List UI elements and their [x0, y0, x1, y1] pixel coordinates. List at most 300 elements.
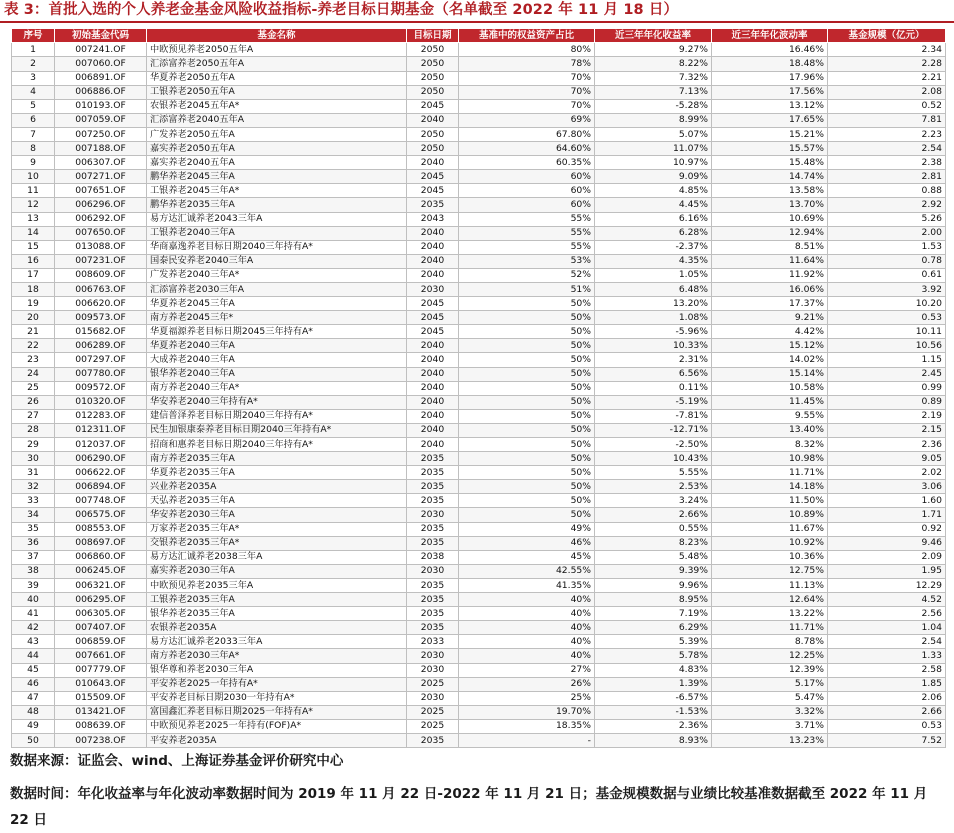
cell-return: 5.78%: [595, 649, 712, 663]
cell-index: 19: [12, 297, 55, 311]
cell-fund-name: 中欧预见养老2025一年持有(FOF)A*: [147, 719, 407, 733]
cell-fund-size: 2.66: [828, 705, 946, 719]
table-row: [12, 240, 946, 254]
cell-equity-ratio: 50%: [459, 381, 595, 395]
cell-target-date: 2030: [407, 282, 459, 296]
cell-target-date: 2045: [407, 311, 459, 325]
cell-fund-name: 华夏养老2035三年A: [147, 466, 407, 480]
table-row: [12, 367, 946, 381]
cell-fund-name: 兴业养老2035A: [147, 480, 407, 494]
table-row: [12, 494, 946, 508]
cell-fund-size: 0.99: [828, 381, 946, 395]
cell-equity-ratio: 50%: [459, 311, 595, 325]
table-row: [12, 184, 946, 198]
cell-fund-code: 006894.OF: [55, 480, 147, 494]
cell-fund-size: 1.33: [828, 649, 946, 663]
cell-fund-name: 民生加银康泰养老目标日期2040三年持有A*: [147, 423, 407, 437]
cell-fund-name: 银华尊和养老2030三年A: [147, 663, 407, 677]
cell-equity-ratio: 50%: [459, 395, 595, 409]
cell-fund-name: 汇添富养老2050五年A: [147, 57, 407, 71]
cell-fund-size: 2.09: [828, 550, 946, 564]
cell-fund-name: 天弘养老2035三年A: [147, 494, 407, 508]
table-row: [12, 268, 946, 282]
cell-volatility: 13.40%: [712, 423, 828, 437]
cell-return: 2.53%: [595, 480, 712, 494]
cell-index: 27: [12, 409, 55, 423]
cell-fund-size: 2.21: [828, 71, 946, 85]
cell-fund-name: 南方养老2035三年A: [147, 452, 407, 466]
table-row: [12, 311, 946, 325]
cell-target-date: 2035: [407, 466, 459, 480]
cell-return: 8.99%: [595, 113, 712, 127]
cell-target-date: 2035: [407, 452, 459, 466]
cell-fund-size: 1.71: [828, 508, 946, 522]
cell-volatility: 11.67%: [712, 522, 828, 536]
cell-fund-name: 南方养老2030三年A*: [147, 649, 407, 663]
header-equity-ratio: 基准中的权益资产占比: [459, 29, 595, 43]
cell-target-date: 2030: [407, 508, 459, 522]
cell-volatility: 11.71%: [712, 621, 828, 635]
cell-fund-code: 008639.OF: [55, 719, 147, 733]
cell-fund-code: 007231.OF: [55, 254, 147, 268]
cell-target-date: 2035: [407, 607, 459, 621]
cell-target-date: 2045: [407, 297, 459, 311]
cell-return: 10.43%: [595, 452, 712, 466]
cell-fund-size: 0.53: [828, 311, 946, 325]
cell-return: 9.96%: [595, 578, 712, 592]
table-row: [12, 438, 946, 452]
cell-target-date: 2045: [407, 184, 459, 198]
cell-fund-code: 006289.OF: [55, 339, 147, 353]
cell-volatility: 11.50%: [712, 494, 828, 508]
cell-fund-code: 006763.OF: [55, 282, 147, 296]
cell-fund-code: 012311.OF: [55, 423, 147, 437]
cell-index: 9: [12, 156, 55, 170]
cell-fund-size: 10.11: [828, 325, 946, 339]
cell-target-date: 2035: [407, 480, 459, 494]
cell-fund-code: 007238.OF: [55, 733, 147, 747]
cell-return: 8.22%: [595, 57, 712, 71]
table-header-row: [12, 29, 946, 43]
cell-index: 32: [12, 480, 55, 494]
cell-fund-name: 华夏养老2040三年A: [147, 339, 407, 353]
cell-return: -12.71%: [595, 423, 712, 437]
cell-fund-code: 007241.OF: [55, 43, 147, 57]
cell-index: 41: [12, 607, 55, 621]
cell-fund-code: 006620.OF: [55, 297, 147, 311]
cell-fund-size: 2.06: [828, 691, 946, 705]
cell-fund-size: 2.08: [828, 85, 946, 99]
cell-fund-code: 007060.OF: [55, 57, 147, 71]
cell-volatility: 3.71%: [712, 719, 828, 733]
cell-fund-code: 006622.OF: [55, 466, 147, 480]
cell-fund-code: 008553.OF: [55, 522, 147, 536]
cell-fund-size: 2.19: [828, 409, 946, 423]
cell-fund-code: 007059.OF: [55, 113, 147, 127]
table-row: [12, 705, 946, 719]
cell-fund-name: 嘉实养老2050五年A: [147, 142, 407, 156]
cell-fund-size: 2.58: [828, 663, 946, 677]
table-row: [12, 254, 946, 268]
cell-fund-code: 006860.OF: [55, 550, 147, 564]
cell-return: 2.66%: [595, 508, 712, 522]
cell-equity-ratio: 64.60%: [459, 142, 595, 156]
cell-fund-name: 农银养老2035A: [147, 621, 407, 635]
cell-fund-size: 1.53: [828, 240, 946, 254]
cell-fund-size: 2.38: [828, 156, 946, 170]
cell-fund-size: 12.29: [828, 578, 946, 592]
cell-index: 37: [12, 550, 55, 564]
table-row: [12, 578, 946, 592]
cell-target-date: 2050: [407, 57, 459, 71]
cell-equity-ratio: 60%: [459, 184, 595, 198]
table-row: [12, 522, 946, 536]
cell-fund-code: 009573.OF: [55, 311, 147, 325]
cell-fund-size: 1.15: [828, 353, 946, 367]
table-row: [12, 57, 946, 71]
cell-target-date: 2040: [407, 438, 459, 452]
cell-target-date: 2035: [407, 198, 459, 212]
table-row: [12, 381, 946, 395]
cell-fund-name: 交银养老2035三年A*: [147, 536, 407, 550]
cell-target-date: 2045: [407, 170, 459, 184]
table-row: [12, 339, 946, 353]
cell-volatility: 10.98%: [712, 452, 828, 466]
cell-fund-size: 2.92: [828, 198, 946, 212]
cell-fund-code: 015509.OF: [55, 691, 147, 705]
cell-index: 1: [12, 43, 55, 57]
cell-equity-ratio: 25%: [459, 691, 595, 705]
cell-return: 13.20%: [595, 297, 712, 311]
table-row: [12, 142, 946, 156]
cell-equity-ratio: 50%: [459, 325, 595, 339]
cell-index: 12: [12, 198, 55, 212]
cell-return: 1.08%: [595, 311, 712, 325]
table-row: [12, 466, 946, 480]
cell-index: 49: [12, 719, 55, 733]
cell-volatility: 4.42%: [712, 325, 828, 339]
cell-volatility: 8.32%: [712, 438, 828, 452]
cell-fund-size: 2.28: [828, 57, 946, 71]
cell-volatility: 17.65%: [712, 113, 828, 127]
cell-return: -6.57%: [595, 691, 712, 705]
table-row: [12, 480, 946, 494]
cell-target-date: 2040: [407, 156, 459, 170]
cell-fund-size: 1.95: [828, 564, 946, 578]
cell-target-date: 2030: [407, 564, 459, 578]
table-row: [12, 113, 946, 127]
cell-index: 16: [12, 254, 55, 268]
cell-target-date: 2025: [407, 677, 459, 691]
table-body: [12, 43, 946, 748]
table-row: [12, 170, 946, 184]
cell-fund-code: 006305.OF: [55, 607, 147, 621]
cell-fund-code: 012037.OF: [55, 438, 147, 452]
cell-fund-name: 平安养老2025一年持有A*: [147, 677, 407, 691]
cell-fund-name: 富国鑫汇养老目标日期2025一年持有A*: [147, 705, 407, 719]
cell-return: 8.95%: [595, 593, 712, 607]
cell-index: 15: [12, 240, 55, 254]
cell-equity-ratio: 69%: [459, 113, 595, 127]
cell-fund-code: 006245.OF: [55, 564, 147, 578]
cell-fund-code: 006886.OF: [55, 85, 147, 99]
cell-fund-size: 3.92: [828, 282, 946, 296]
cell-equity-ratio: 26%: [459, 677, 595, 691]
cell-return: 1.05%: [595, 268, 712, 282]
cell-volatility: 9.55%: [712, 409, 828, 423]
cell-fund-size: 9.05: [828, 452, 946, 466]
cell-equity-ratio: 50%: [459, 452, 595, 466]
cell-fund-code: 007661.OF: [55, 649, 147, 663]
cell-return: 5.07%: [595, 127, 712, 141]
cell-volatility: 15.21%: [712, 127, 828, 141]
cell-target-date: 2033: [407, 635, 459, 649]
cell-fund-size: 3.06: [828, 480, 946, 494]
cell-fund-code: 006575.OF: [55, 508, 147, 522]
table-row: [12, 536, 946, 550]
fund-table: [11, 28, 946, 748]
cell-target-date: 2030: [407, 663, 459, 677]
table-row: [12, 43, 946, 57]
cell-target-date: 2040: [407, 409, 459, 423]
cell-fund-code: 015682.OF: [55, 325, 147, 339]
cell-fund-code: 007297.OF: [55, 353, 147, 367]
table-row: [12, 85, 946, 99]
cell-index: 44: [12, 649, 55, 663]
table-row: [12, 663, 946, 677]
data-source-note: 数据来源：证监会、wind、上海证券基金评价研究中心: [10, 753, 344, 769]
cell-volatility: 14.02%: [712, 353, 828, 367]
cell-volatility: 13.12%: [712, 99, 828, 113]
cell-return: 6.48%: [595, 282, 712, 296]
cell-return: 4.85%: [595, 184, 712, 198]
cell-index: 21: [12, 325, 55, 339]
cell-fund-code: 008697.OF: [55, 536, 147, 550]
cell-index: 43: [12, 635, 55, 649]
cell-equity-ratio: 18.35%: [459, 719, 595, 733]
cell-volatility: 14.18%: [712, 480, 828, 494]
cell-index: 14: [12, 226, 55, 240]
table-row: [12, 550, 946, 564]
cell-fund-size: 2.00: [828, 226, 946, 240]
cell-return: 7.32%: [595, 71, 712, 85]
cell-volatility: 11.45%: [712, 395, 828, 409]
cell-index: 47: [12, 691, 55, 705]
cell-volatility: 15.12%: [712, 339, 828, 353]
data-time-note: 数据时间：年化收益率与年化波动率数据时间为 2019 年 11 月 22 日-2022 年 11 月 21 日；基金规模数据与业绩比较基准数据截至 2022 年 11 月 22 日: [10, 786, 928, 828]
cell-equity-ratio: 60%: [459, 170, 595, 184]
table-row: [12, 325, 946, 339]
cell-equity-ratio: 40%: [459, 593, 595, 607]
cell-index: 40: [12, 593, 55, 607]
cell-volatility: 9.21%: [712, 311, 828, 325]
cell-volatility: 12.94%: [712, 226, 828, 240]
cell-fund-name: 汇添富养老2030三年A: [147, 282, 407, 296]
cell-target-date: 2030: [407, 649, 459, 663]
cell-return: 6.56%: [595, 367, 712, 381]
cell-return: -5.28%: [595, 99, 712, 113]
cell-fund-size: 2.23: [828, 127, 946, 141]
cell-fund-code: 009572.OF: [55, 381, 147, 395]
cell-index: 2: [12, 57, 55, 71]
cell-equity-ratio: 53%: [459, 254, 595, 268]
cell-fund-size: 2.81: [828, 170, 946, 184]
cell-volatility: 3.32%: [712, 705, 828, 719]
cell-target-date: 2025: [407, 719, 459, 733]
cell-fund-name: 华安养老2040三年持有A*: [147, 395, 407, 409]
cell-index: 24: [12, 367, 55, 381]
cell-fund-code: 007188.OF: [55, 142, 147, 156]
cell-equity-ratio: 40%: [459, 635, 595, 649]
cell-return: 2.36%: [595, 719, 712, 733]
header-index: 序号: [12, 29, 55, 43]
cell-index: 7: [12, 127, 55, 141]
cell-fund-size: 2.36: [828, 438, 946, 452]
cell-fund-size: 2.54: [828, 142, 946, 156]
cell-fund-size: 0.53: [828, 719, 946, 733]
cell-equity-ratio: 46%: [459, 536, 595, 550]
cell-index: 6: [12, 113, 55, 127]
table-row: [12, 226, 946, 240]
cell-equity-ratio: 55%: [459, 240, 595, 254]
table-title: 表 3：首批入选的个人养老金基金风险收益指标-养老目标日期基金（名单截至 2022 年 11 月 18 日）: [4, 2, 679, 18]
cell-fund-code: 010320.OF: [55, 395, 147, 409]
cell-equity-ratio: -: [459, 733, 595, 747]
cell-fund-code: 013421.OF: [55, 705, 147, 719]
table-row: [12, 99, 946, 113]
cell-volatility: 17.56%: [712, 85, 828, 99]
cell-fund-size: 2.56: [828, 607, 946, 621]
cell-volatility: 10.69%: [712, 212, 828, 226]
cell-fund-size: 0.61: [828, 268, 946, 282]
cell-equity-ratio: 67.80%: [459, 127, 595, 141]
cell-volatility: 13.23%: [712, 733, 828, 747]
header-fund-size: 基金规模（亿元）: [828, 29, 946, 43]
cell-volatility: 12.75%: [712, 564, 828, 578]
cell-fund-name: 农银养老2045五年A*: [147, 99, 407, 113]
cell-return: 9.39%: [595, 564, 712, 578]
cell-return: 4.83%: [595, 663, 712, 677]
cell-return: 5.48%: [595, 550, 712, 564]
cell-index: 45: [12, 663, 55, 677]
cell-equity-ratio: 27%: [459, 663, 595, 677]
cell-target-date: 2035: [407, 494, 459, 508]
cell-equity-ratio: 55%: [459, 226, 595, 240]
cell-fund-name: 银华养老2040三年A: [147, 367, 407, 381]
cell-return: 2.31%: [595, 353, 712, 367]
cell-volatility: 15.48%: [712, 156, 828, 170]
cell-index: 11: [12, 184, 55, 198]
cell-return: 3.24%: [595, 494, 712, 508]
cell-fund-code: 006292.OF: [55, 212, 147, 226]
cell-target-date: 2035: [407, 578, 459, 592]
cell-volatility: 11.13%: [712, 578, 828, 592]
cell-return: 0.11%: [595, 381, 712, 395]
cell-fund-name: 南方养老2045三年*: [147, 311, 407, 325]
cell-fund-name: 工银养老2050五年A: [147, 85, 407, 99]
cell-equity-ratio: 78%: [459, 57, 595, 71]
table-row: [12, 691, 946, 705]
cell-equity-ratio: 50%: [459, 438, 595, 452]
cell-fund-size: 1.04: [828, 621, 946, 635]
cell-fund-size: 2.15: [828, 423, 946, 437]
cell-target-date: 2040: [407, 423, 459, 437]
cell-volatility: 11.92%: [712, 268, 828, 282]
cell-fund-name: 汇添富养老2040五年A: [147, 113, 407, 127]
cell-equity-ratio: 50%: [459, 423, 595, 437]
cell-volatility: 10.89%: [712, 508, 828, 522]
cell-target-date: 2040: [407, 226, 459, 240]
cell-fund-name: 鹏华养老2035三年A: [147, 198, 407, 212]
cell-index: 33: [12, 494, 55, 508]
table-row: [12, 156, 946, 170]
cell-target-date: 2025: [407, 705, 459, 719]
table-row: [12, 282, 946, 296]
cell-equity-ratio: 40%: [459, 607, 595, 621]
cell-target-date: 2040: [407, 367, 459, 381]
cell-index: 30: [12, 452, 55, 466]
cell-index: 35: [12, 522, 55, 536]
cell-index: 25: [12, 381, 55, 395]
cell-return: 10.97%: [595, 156, 712, 170]
cell-fund-code: 006321.OF: [55, 578, 147, 592]
cell-equity-ratio: 50%: [459, 353, 595, 367]
cell-fund-size: 7.81: [828, 113, 946, 127]
table-row: [12, 607, 946, 621]
cell-volatility: 13.58%: [712, 184, 828, 198]
cell-volatility: 16.06%: [712, 282, 828, 296]
cell-fund-size: 2.02: [828, 466, 946, 480]
cell-fund-code: 006307.OF: [55, 156, 147, 170]
table-row: [12, 593, 946, 607]
table-row: [12, 423, 946, 437]
cell-fund-name: 工银养老2040三年A: [147, 226, 407, 240]
cell-fund-name: 嘉实养老2030三年A: [147, 564, 407, 578]
table-row: [12, 198, 946, 212]
cell-return: 6.16%: [595, 212, 712, 226]
cell-target-date: 2038: [407, 550, 459, 564]
cell-volatility: 18.48%: [712, 57, 828, 71]
cell-equity-ratio: 70%: [459, 71, 595, 85]
table-row: [12, 395, 946, 409]
table-row: [12, 733, 946, 747]
cell-target-date: 2030: [407, 691, 459, 705]
cell-fund-name: 国泰民安养老2040三年A: [147, 254, 407, 268]
cell-index: 42: [12, 621, 55, 635]
cell-volatility: 15.14%: [712, 367, 828, 381]
table-row: [12, 212, 946, 226]
cell-fund-size: 0.78: [828, 254, 946, 268]
cell-equity-ratio: 50%: [459, 409, 595, 423]
cell-fund-code: 006296.OF: [55, 198, 147, 212]
cell-fund-size: 2.45: [828, 367, 946, 381]
cell-target-date: 2035: [407, 522, 459, 536]
cell-equity-ratio: 50%: [459, 480, 595, 494]
cell-equity-ratio: 49%: [459, 522, 595, 536]
cell-index: 39: [12, 578, 55, 592]
cell-index: 22: [12, 339, 55, 353]
cell-target-date: 2040: [407, 240, 459, 254]
cell-fund-name: 易方达汇诚养老2038三年A: [147, 550, 407, 564]
cell-return: 5.39%: [595, 635, 712, 649]
cell-fund-name: 工银养老2035三年A: [147, 593, 407, 607]
table-row: [12, 409, 946, 423]
cell-equity-ratio: 41.35%: [459, 578, 595, 592]
cell-target-date: 2050: [407, 71, 459, 85]
cell-fund-name: 招商和惠养老目标日期2040三年持有A*: [147, 438, 407, 452]
header-volatility: 近三年年化波动率: [712, 29, 828, 43]
cell-fund-size: 0.52: [828, 99, 946, 113]
